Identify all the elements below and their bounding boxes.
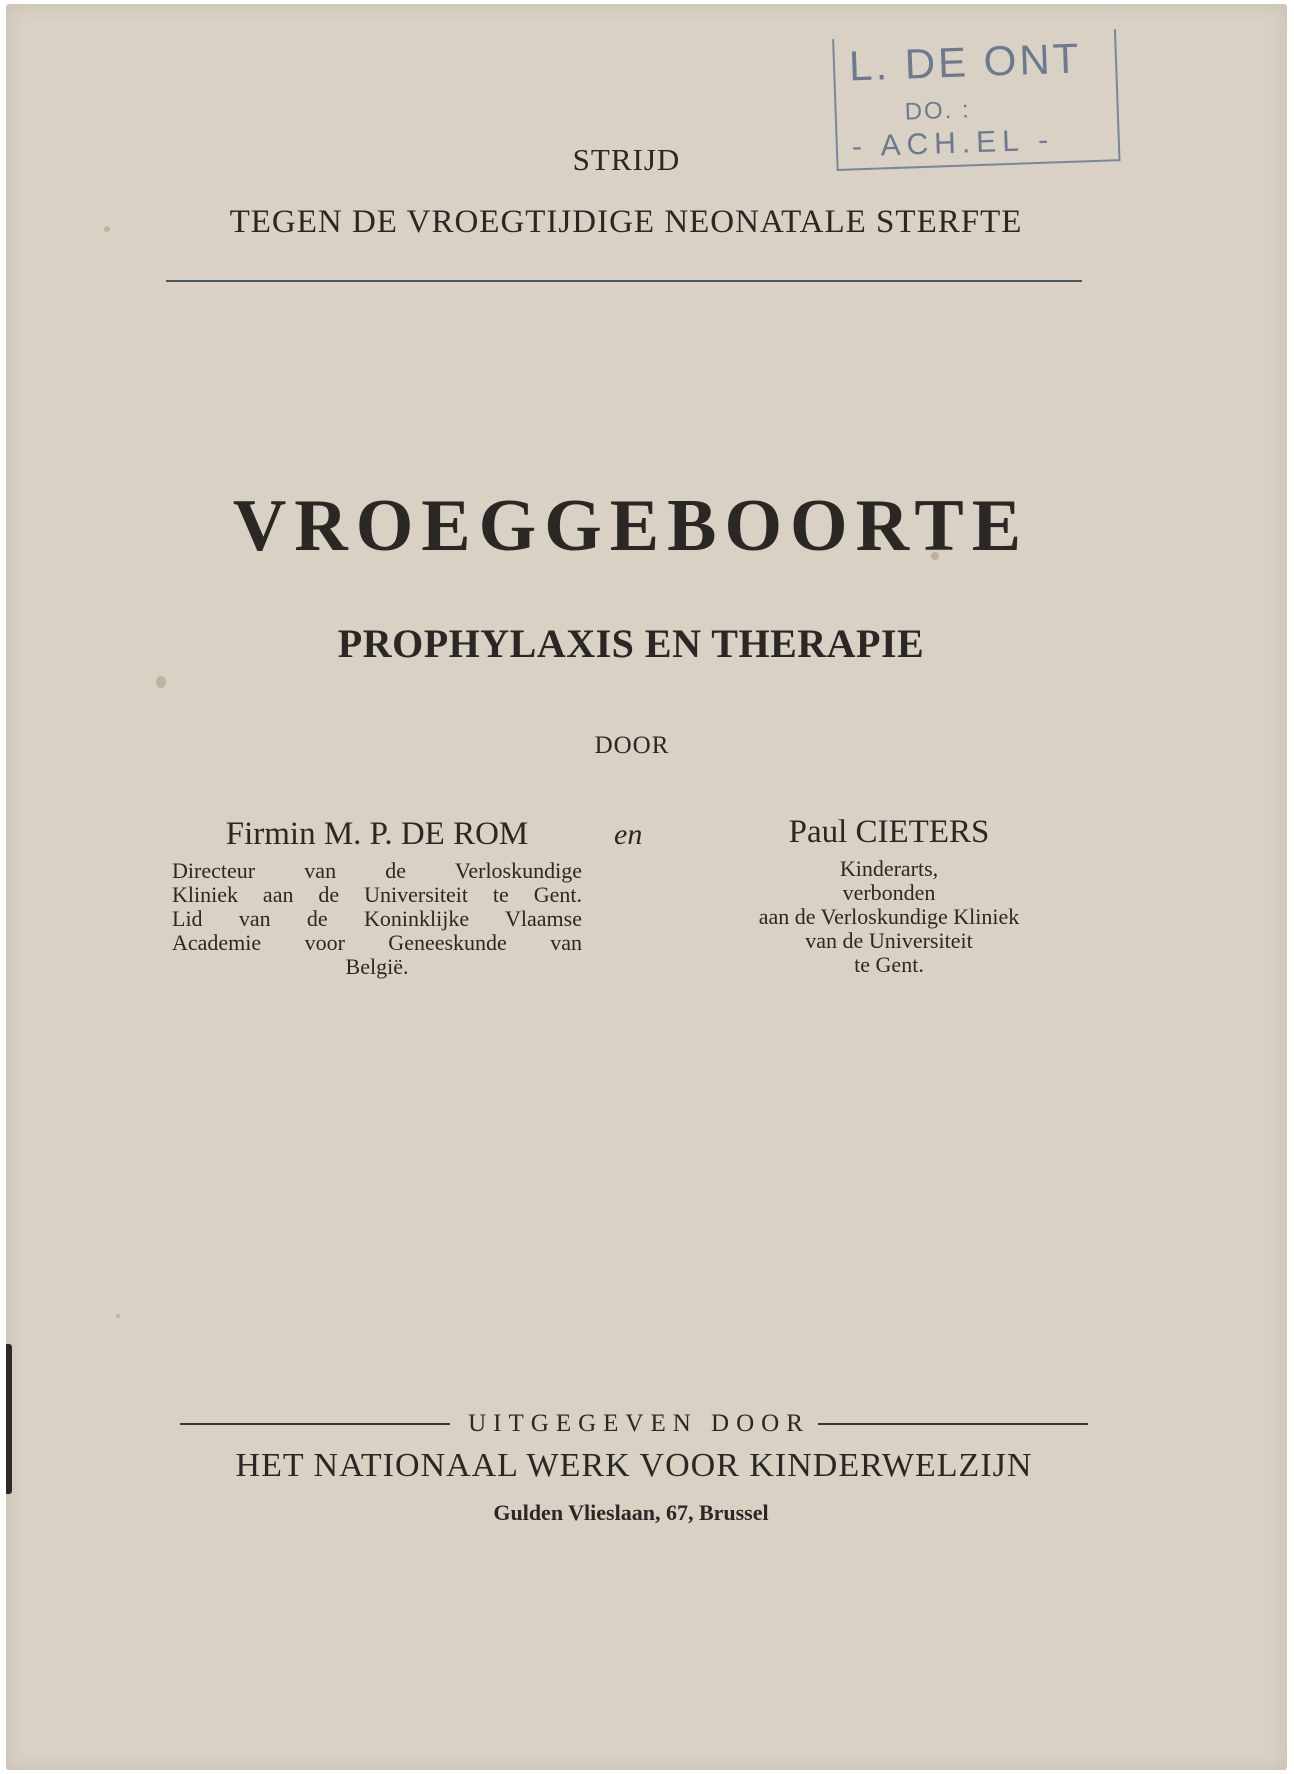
affiliation-line: van de Universiteit	[805, 928, 973, 953]
affiliation-line: Kinderarts,	[839, 856, 939, 881]
series-title: STRIJD	[572, 142, 681, 177]
author-block-1	[172, 816, 582, 979]
affiliation-line: Academie voor Geneeskunde van	[172, 930, 582, 955]
paper-speck	[116, 1314, 120, 1318]
book-title: VROEGGEBOORTE	[232, 485, 1030, 567]
author-conjunction: en	[614, 818, 643, 851]
by-label: DOOR	[594, 732, 670, 759]
series-subtitle: TEGEN DE VROEGTIJDIGE NEONATALE STERFTE	[229, 204, 1023, 240]
author-affiliation	[684, 857, 1094, 977]
publisher-rule-left	[180, 1423, 450, 1425]
affiliation-line: aan de Verloskundige Kliniek	[758, 904, 1020, 929]
author-block-2	[684, 814, 1094, 977]
publisher-address: Gulden Vlieslaan, 67, Brussel	[493, 1500, 769, 1525]
author-name: Firmin M. P. DE ROM	[225, 816, 529, 852]
publisher-label: UITGEGEVEN DOOR	[468, 1410, 810, 1437]
author-affiliation	[172, 859, 582, 979]
affiliation-line: Lid van de Koninklijke Vlaamse	[172, 906, 582, 931]
stamp-line-2: DO. :	[904, 96, 972, 126]
publisher-rule-right	[818, 1423, 1088, 1425]
stamp-line-1: L. DE ONT	[848, 34, 1083, 90]
book-cover	[6, 4, 1287, 1770]
affiliation-line: Directeur van de Verloskundige	[172, 858, 582, 883]
series-divider	[166, 280, 1082, 282]
stamp-line-3: - ACH.EL -	[851, 123, 1055, 164]
publisher-label-row	[180, 1406, 1088, 1442]
affiliation-line: te Gent.	[854, 952, 924, 977]
paper-speck	[156, 676, 166, 688]
publisher-name: HET NATIONAAL WERK VOOR KINDERWELZIJN	[235, 1447, 1033, 1484]
affiliation-line: België.	[345, 954, 409, 979]
book-subtitle: PROPHYLAXIS EN THERAPIE	[337, 621, 925, 666]
author-name: Paul CIETERS	[788, 814, 990, 850]
affiliation-line: verbonden	[842, 880, 936, 905]
affiliation-line: Kliniek aan de Universiteit te Gent.	[172, 882, 582, 907]
